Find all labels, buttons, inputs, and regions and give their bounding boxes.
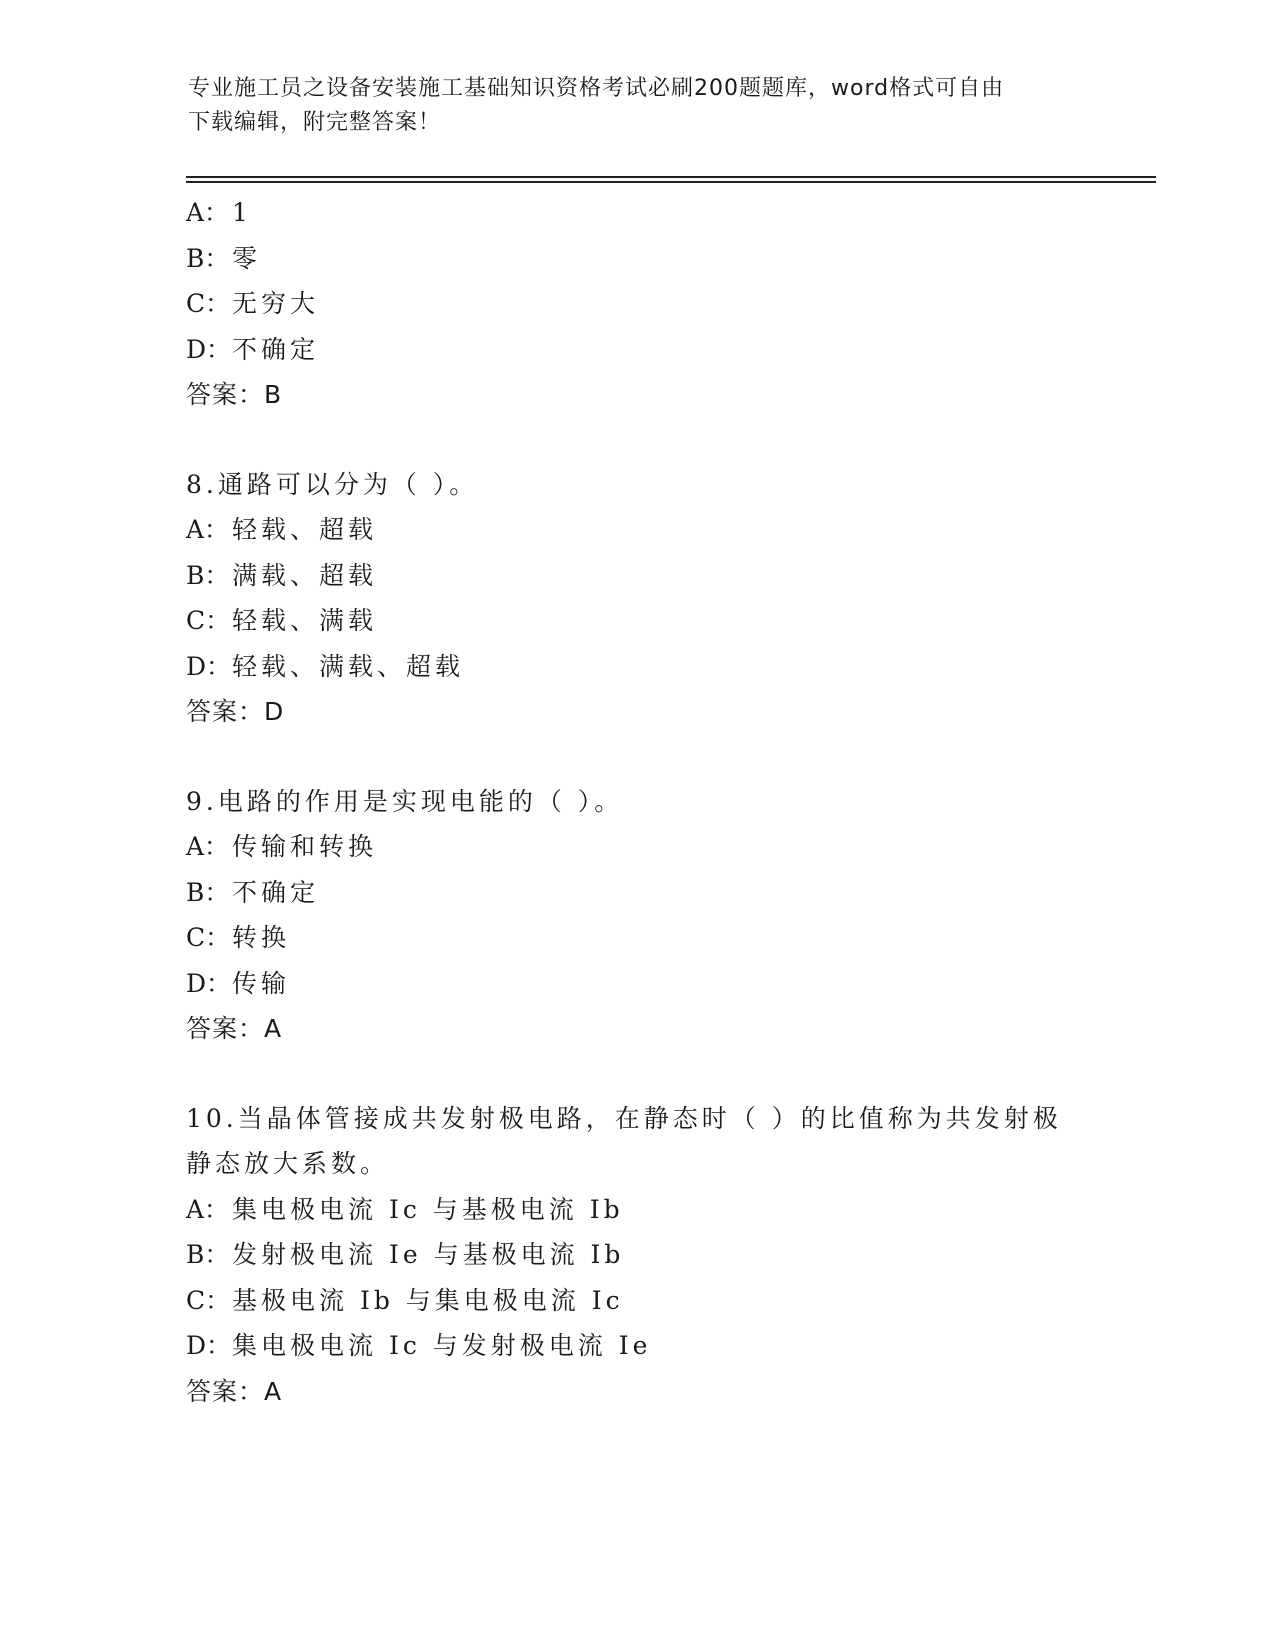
- header-divider-bottom: [186, 181, 1156, 183]
- option-text: 传输: [232, 968, 291, 998]
- option-key: D：: [186, 1331, 232, 1360]
- option-a: [186, 824, 1086, 870]
- question-7: [186, 190, 1086, 418]
- option-d: [186, 327, 1086, 373]
- question-stem-line1: 10.当晶体管接成共发射极电路，在静态时（ ）的比值称为共发射极: [186, 1103, 1062, 1133]
- option-c: [186, 1278, 1086, 1324]
- spacer: [186, 1052, 1086, 1096]
- spacer: [186, 418, 1086, 462]
- option-key: A：: [186, 198, 230, 227]
- header-title-line1: 专业施工员之设备安装施工基础知识资格考试必刷200题题库，word格式可自由: [188, 76, 1005, 101]
- option-key: D：: [186, 334, 232, 364]
- option-key: A：: [186, 1194, 230, 1224]
- answer-line: 答案：A: [186, 1376, 283, 1406]
- option-a: [186, 190, 1086, 236]
- option-key: C：: [186, 1285, 231, 1315]
- option-a: [186, 507, 1086, 553]
- document-header: [188, 72, 1078, 140]
- option-text: 基极电流 Ib 与集电极电流 Ic: [232, 1285, 624, 1315]
- option-text: 1: [232, 198, 252, 227]
- option-d: [186, 644, 1086, 690]
- header-divider-top: [186, 176, 1156, 178]
- question-stem: 9.电路的作用是实现电能的（ ）。: [186, 786, 624, 816]
- question-9: [186, 779, 1086, 1052]
- option-b: [186, 1232, 1086, 1278]
- option-d: [186, 1323, 1086, 1369]
- option-key: B：: [186, 560, 230, 590]
- option-key: A：: [186, 515, 230, 544]
- option-key: C：: [186, 606, 231, 635]
- question-10: [186, 1096, 1086, 1415]
- spacer: [186, 735, 1086, 779]
- option-key: B：: [186, 243, 230, 273]
- option-key: B：: [186, 877, 230, 907]
- answer-line: 答案：D: [186, 697, 285, 726]
- option-text: 不确定: [232, 877, 320, 907]
- option-text: 集电极电流 Ic 与发射极电流 Ie: [232, 1331, 652, 1360]
- option-text: 发射极电流 Ie 与基极电流 Ib: [232, 1240, 625, 1269]
- option-key: A：: [186, 832, 230, 861]
- question-8: [186, 462, 1086, 735]
- option-key: D：: [186, 651, 232, 681]
- answer-line: 答案：A: [186, 1014, 283, 1043]
- option-key: D：: [186, 968, 232, 998]
- option-c: [186, 281, 1086, 327]
- option-key: C：: [186, 923, 231, 952]
- question-stem-line2: 静态放大系数。: [186, 1149, 390, 1178]
- option-b: [186, 236, 1086, 282]
- answer-line: 答案：B: [186, 380, 283, 409]
- question-stem: 8.通路可以分为（ ）。: [186, 469, 479, 499]
- option-key: B：: [186, 1240, 230, 1269]
- option-text: 不确定: [232, 334, 320, 364]
- option-a: [186, 1187, 1086, 1233]
- option-c: [186, 915, 1086, 961]
- question-list: [186, 190, 1086, 1414]
- option-text: 无穷大: [232, 289, 320, 318]
- option-text: 集电极电流 Ic 与基极电流 Ib: [232, 1194, 624, 1224]
- option-text: 零: [232, 243, 262, 273]
- option-b: [186, 553, 1086, 599]
- header-title-line2: 下载编辑，附完整答案！: [188, 110, 442, 135]
- option-text: 转换: [232, 923, 291, 952]
- option-text: 轻载、满载: [232, 606, 378, 635]
- option-b: [186, 870, 1086, 916]
- option-key: C：: [186, 289, 231, 318]
- option-text: 满载、超载: [232, 560, 378, 590]
- option-c: [186, 598, 1086, 644]
- option-d: [186, 961, 1086, 1007]
- option-text: 传输和转换: [232, 832, 378, 861]
- option-text: 轻载、满载、超载: [232, 651, 465, 681]
- option-text: 轻载、超载: [232, 515, 378, 544]
